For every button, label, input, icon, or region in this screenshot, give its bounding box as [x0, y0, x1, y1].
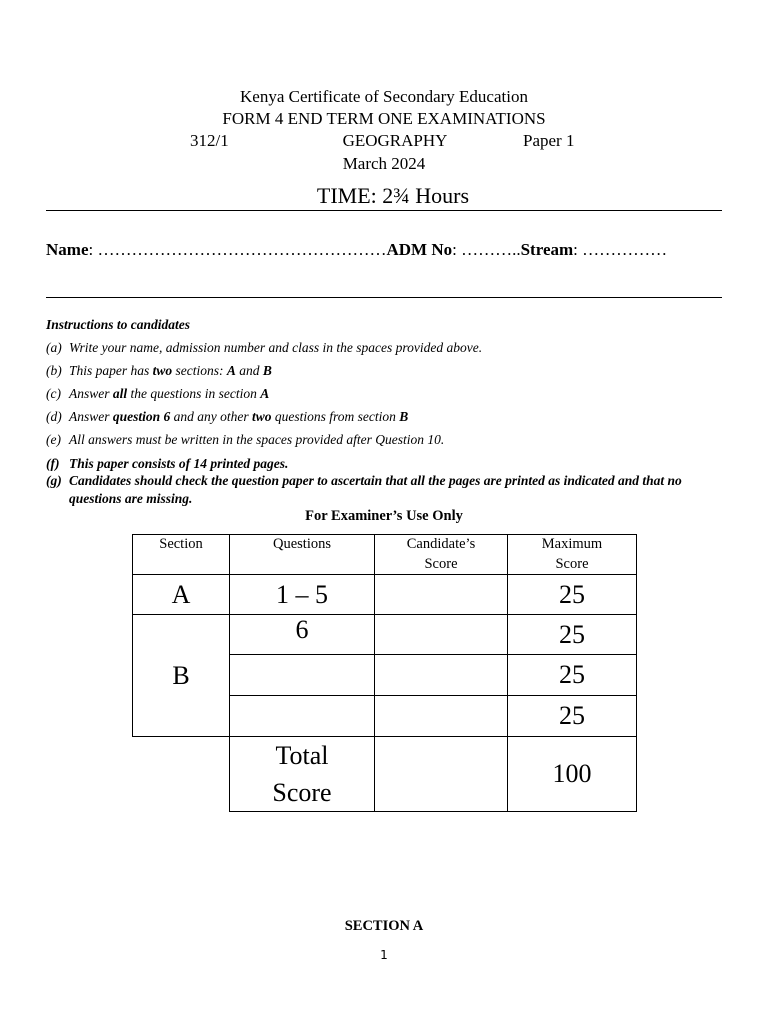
exam-duration: TIME: 2¾ Hours — [316, 183, 470, 208]
max-score-cell: 25 — [508, 575, 637, 615]
adm-label: ADM No — [386, 240, 453, 259]
total-candidate-score-cell[interactable] — [375, 737, 508, 812]
stream-label: Stream — [520, 240, 574, 259]
questions-cell[interactable] — [230, 655, 375, 696]
header-divider — [46, 210, 722, 211]
instruction-f: (f) This paper consists of 14 printed pages. — [46, 456, 289, 471]
subject-name: GEOGRAPHY — [342, 131, 448, 150]
instruction-g: (g) Candidates should check the question paper to ascertain that all the pages are printed as indicated and that no — [46, 473, 682, 488]
page-number: 1 — [380, 948, 388, 962]
questions-cell: 1 – 5 — [230, 575, 375, 615]
instruction-b: (b) This paper has two sections: A and B — [46, 363, 272, 378]
table-row — [133, 615, 637, 655]
instruction-a: (a) Write your name, admission number and class in the spaces provided above. — [46, 340, 483, 355]
paper-code: 312/1 — [190, 131, 229, 150]
header-questions: Questions — [230, 535, 375, 575]
header-maximum-score: Maximum Score — [508, 535, 637, 575]
instruction-d: (d) Answer question 6 and any other two questions from section B — [46, 409, 409, 424]
table-row — [133, 575, 637, 615]
examiner-table-title: For Examiner’s Use Only — [305, 508, 463, 524]
candidate-score-cell[interactable] — [375, 655, 508, 696]
name-field[interactable]: : …………………………………………… — [88, 240, 387, 259]
table-header-row — [133, 535, 637, 575]
section-cell: A — [133, 575, 230, 615]
stream-field[interactable]: : …………… — [573, 240, 668, 259]
adm-field[interactable]: : ……….. — [452, 240, 521, 259]
header-section: Section — [133, 535, 230, 575]
examiner-score-table — [132, 534, 637, 812]
section-cell: B — [133, 615, 230, 737]
candidate-details-line — [46, 240, 667, 260]
instruction-e: (e) All answers must be written in the spaces provided after Question 10. — [46, 432, 445, 447]
exam-series-title: FORM 4 END TERM ONE EXAMINATIONS — [222, 109, 546, 128]
questions-cell: 6 — [230, 615, 375, 655]
questions-cell[interactable] — [230, 696, 375, 737]
empty-cell — [133, 737, 230, 812]
paper-number: Paper 1 — [523, 131, 575, 150]
candidate-score-cell[interactable] — [375, 575, 508, 615]
instruction-g-continued: questions are missing. — [69, 491, 193, 506]
section-a-heading: SECTION A — [344, 918, 424, 934]
name-label: Name — [46, 240, 89, 259]
max-score-cell: 25 — [508, 655, 637, 696]
instruction-c: (c) Answer all the questions in section A — [46, 386, 270, 401]
exam-body-title: Kenya Certificate of Secondary Education — [240, 87, 528, 106]
candidate-score-cell[interactable] — [375, 696, 508, 737]
max-score-cell: 25 — [508, 696, 637, 737]
max-score-cell: 25 — [508, 615, 637, 655]
total-row — [133, 737, 637, 812]
exam-date: March 2024 — [342, 154, 426, 173]
candidate-score-cell[interactable] — [375, 615, 508, 655]
candidate-divider — [46, 297, 722, 298]
header-candidate-score: Candidate’s Score — [375, 535, 508, 575]
instructions-title: Instructions to candidates — [46, 317, 191, 332]
total-max-score: 100 — [508, 737, 637, 812]
total-label: Total Score — [230, 737, 375, 812]
